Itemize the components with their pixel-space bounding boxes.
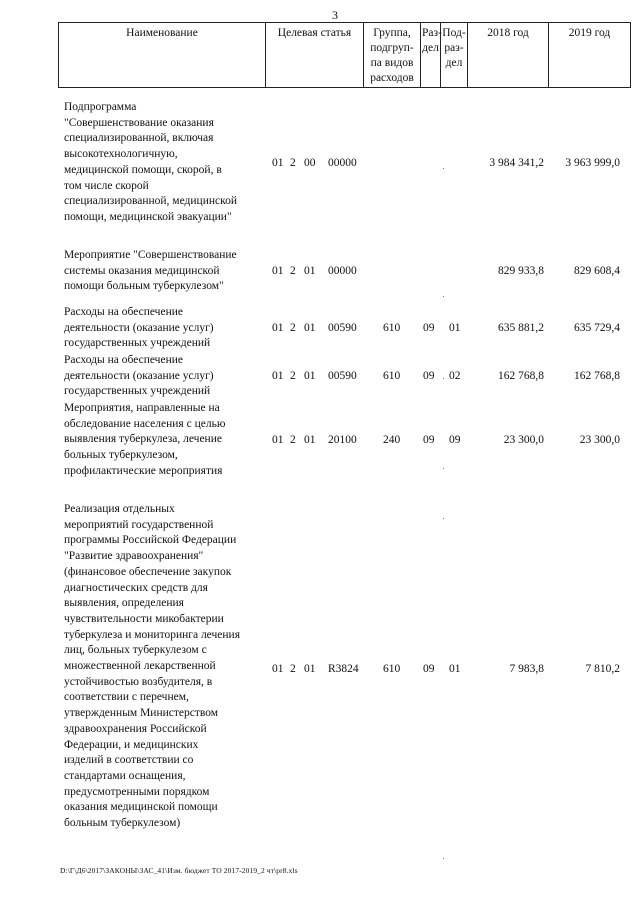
subsection-code: 09: [449, 434, 461, 446]
expense-group: 610: [383, 663, 401, 675]
ks-program: 01: [272, 370, 284, 382]
scan-speck: [443, 468, 444, 469]
header-name: Наименование: [59, 23, 266, 88]
ks-event: 01: [304, 322, 316, 334]
header-section: Раз- дел: [421, 23, 441, 88]
ks-direction: 20100: [328, 434, 357, 446]
ks-direction: 00000: [328, 265, 357, 277]
scan-speck: [443, 168, 444, 169]
row-name: Мероприятия, направленные на обследование населения с целью выявления туберкулеза, лечение больных туберкулезом, профилактические мероприятия: [64, 402, 226, 477]
section-code: 09: [423, 322, 435, 334]
amount-2019: 635 729,4: [574, 322, 620, 334]
header-group: Группа, подгруп- па видов расходов: [364, 23, 421, 88]
ks-subprogram: 2: [290, 157, 296, 169]
amount-2018: 162 768,8: [498, 370, 544, 382]
header-year-2018: 2018 год: [468, 23, 549, 88]
ks-subprogram: 2: [290, 370, 296, 382]
subsection-code: 02: [449, 370, 461, 382]
section-code: 09: [423, 434, 435, 446]
scan-speck: [443, 296, 444, 297]
expense-group: 240: [383, 434, 401, 446]
subsection-code: 01: [449, 663, 461, 675]
file-path-footer: D:\Г\Д6\2017\ЗАКОНЫ\ЗАС_41\Изм. бюджет ТО 2017-2019_2 чт\pr8.xls: [60, 866, 298, 875]
ks-event: 01: [304, 663, 316, 675]
amount-2018: 829 933,8: [498, 265, 544, 277]
ks-event: 01: [304, 265, 316, 277]
ks-direction: 00590: [328, 322, 357, 334]
header-target-article: Целевая статья: [266, 23, 364, 88]
amount-2018: 7 983,8: [509, 663, 544, 675]
ks-direction: 00000: [328, 157, 357, 169]
scan-speck: [443, 858, 444, 859]
page-number: 3: [332, 8, 338, 22]
expense-group: 610: [383, 370, 401, 382]
row-name: Реализация отдельных мероприятий государственной программы Российской Федерации "Развитие здравоохранения" (финансовое обеспечение закупок диагностических средств для выявления, определения чувствительности микобактерии туберкулеза и мониторинга лечения лиц, больных туберкулезом с множественной лекарственной устойчивостью возбудителя, в соответствии с перечнем, утвержденным Министерством здравоохранения Российской Федерации, и медицинских изделий в соответствии со стандартами оснащения, предусмотренными порядком оказания медицинской помощи больным туберкулезом): [64, 503, 240, 830]
ks-event: 01: [304, 370, 316, 382]
amount-2019: 23 300,0: [579, 434, 620, 446]
ks-subprogram: 2: [290, 663, 296, 675]
row-name: Расходы на обеспечение деятельности (оказание услуг) государственных учреждений: [64, 306, 214, 350]
header-year-2019: 2019 год: [549, 23, 631, 88]
table-header: [58, 22, 631, 88]
ks-program: 01: [272, 265, 284, 277]
amount-2018: 635 881,2: [498, 322, 544, 334]
ks-direction: 00590: [328, 370, 357, 382]
expense-group: 610: [383, 322, 401, 334]
row-name: Расходы на обеспечение деятельности (оказание услуг) государственных учреждений: [64, 354, 214, 398]
subsection-code: 01: [449, 322, 461, 334]
ks-subprogram: 2: [290, 434, 296, 446]
scan-speck: [443, 378, 444, 379]
amount-2019: 829 608,4: [574, 265, 620, 277]
ks-event: 01: [304, 434, 316, 446]
amount-2018: 23 300,0: [503, 434, 544, 446]
ks-direction: R3824: [328, 663, 359, 675]
ks-event: 00: [304, 157, 316, 169]
amount-2019: 162 768,8: [574, 370, 620, 382]
section-code: 09: [423, 370, 435, 382]
ks-program: 01: [272, 157, 284, 169]
ks-subprogram: 2: [290, 322, 296, 334]
row-name: Мероприятие "Совершенствование системы оказания медицинской помощи больным туберкулезом": [64, 249, 237, 293]
scan-speck: [443, 518, 444, 519]
amount-2019: 3 963 999,0: [565, 157, 620, 169]
ks-program: 01: [272, 434, 284, 446]
ks-program: 01: [272, 663, 284, 675]
section-code: 09: [423, 663, 435, 675]
header-subsection: Под- раз- дел: [441, 23, 468, 88]
ks-subprogram: 2: [290, 265, 296, 277]
ks-program: 01: [272, 322, 284, 334]
amount-2019: 7 810,2: [585, 663, 620, 675]
row-name: Подпрограмма "Совершенствование оказания специализированной, включая высокотехнологичную, медицинской помощи, скорой, в том числе скорой специализированной, медицинской помощи, медицинской эвакуации": [64, 101, 238, 223]
amount-2018: 3 984 341,2: [489, 157, 544, 169]
